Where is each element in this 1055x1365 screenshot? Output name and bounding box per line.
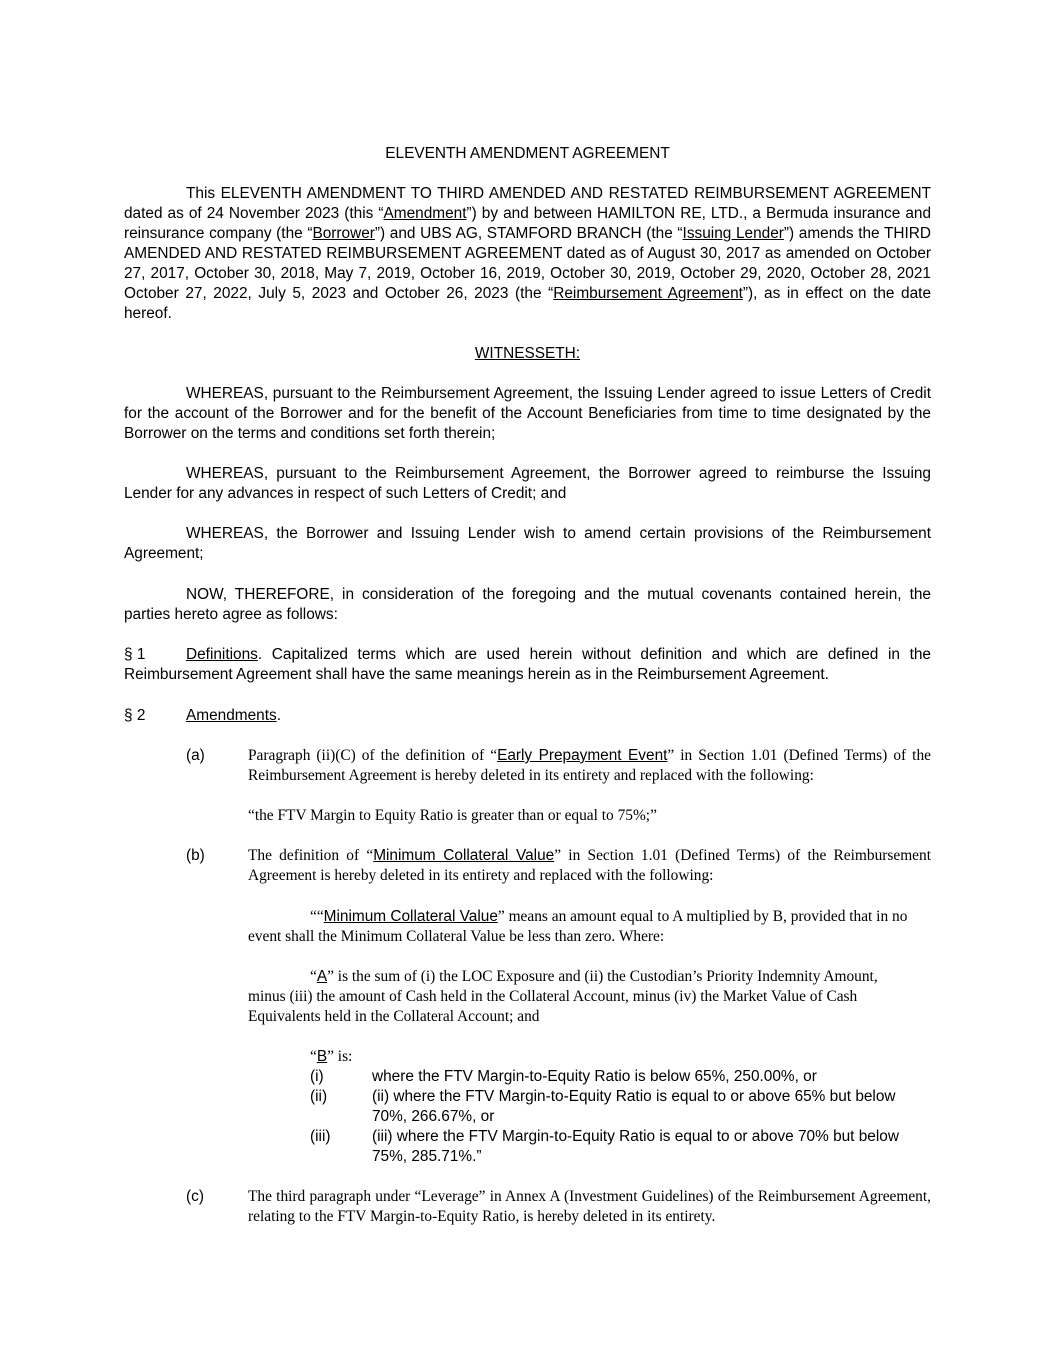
b-item-number: (ii) [310,1088,328,1105]
defined-term-early-prepayment-event: Early Prepayment Event [497,747,668,764]
now-therefore-paragraph: NOW, THEREFORE, in consideration of the foregoing and the mutual covenants contained herein, the parties hereto agree as follows: [124,586,931,623]
defined-term-minimum-collateral-value: Minimum Collateral Value [373,847,555,864]
item-b-label: (b) [186,847,205,864]
section-1-paragraph: Definitions. Capitalized terms which are used herein without definition and which are defined in the Reimbursement Agreement shall have the same meanings herein as in the Reimbursement Agreement. [124,646,931,683]
b-item-text: where the FTV Margin-to-Equity Ratio is below 65%, 250.00%, or [372,1068,817,1085]
section-1-heading: Definitions [186,646,258,663]
minimum-collateral-value-definition: ““Minimum Collateral Value” means an amount equal to A multiplied by B, provided that in no event shall the Minimum Collateral Value be less than zero. Where: [248,908,908,945]
section-2-number: § 2 [124,707,146,724]
defined-term-amendment: Amendment [383,205,467,222]
item-c-label: (c) [186,1188,204,1205]
item-a-text: Paragraph (ii)(C) of the definition of “Early Prepayment Event” in Section 1.01 (Defined Terms) of the Reimbursement Agreement is hereby deleted in its entirety and replaced with the following: [248,747,931,784]
whereas-paragraph: WHEREAS, pursuant to the Reimbursement Agreement, the Borrower agreed to reimburse the Issuing Lender for any advances in respect of such Letters of Credit; and [124,465,931,502]
section-2-heading: Amendments. [186,707,281,724]
whereas-paragraph: WHEREAS, pursuant to the Reimbursement Agreement, the Issuing Lender agreed to issue Letters of Credit for the account of the Borrower and for the benefit of the Account Beneficiaries from time to time designated by the Borrower on the terms and conditions set forth therein; [124,385,931,442]
intro-paragraph: This ELEVENTH AMENDMENT TO THIRD AMENDED AND RESTATED REIMBURSEMENT AGREEMENT dated as of 24 November 2023 (this “Amendment”) by and between HAMILTON RE, LTD., a Bermuda insurance and reinsurance company (the “Borrower”) and UBS AG, STAMFORD BRANCH (the “Issuing Lender”) amends the THIRD AMENDED AND RESTATED REIMBURSEMENT AGREEMENT dated as of August 30, 2017 as amended on October 27, 2017, October 30, 2018, May 7, 2019, October 16, 2019, October 30, 2019, October 29, 2020, October 28, 2021 October 27, 2022, July 5, 2023 and October 26, 2023 (the “Reimbursement Agreement”), as in effect on the date hereof. [124,185,932,322]
b-item-text: (ii) where the FTV Margin-to-Equity Ratio is equal to or above 65% but below 70%, 266.67%, or [372,1088,896,1125]
defined-term-borrower: Borrower [312,225,375,242]
a-definition: “A” is the sum of (i) the LOC Exposure and (ii) the Custodian’s Priority Indemnity Amount, minus (iii) the amount of Cash held in the Collateral Account, minus (iv) the Market Value of Cash Equivalents held in the Collateral Account; and [248,968,878,1025]
item-a-label: (a) [186,747,205,764]
document-title: ELEVENTH AMENDMENT AGREEMENT [385,145,670,162]
item-a-quote: “the FTV Margin to Equity Ratio is greater than or equal to 75%;” [248,807,657,824]
whereas-paragraph: WHEREAS, the Borrower and Issuing Lender wish to amend certain provisions of the Reimbursement Agreement; [124,525,931,562]
section-1-number: § 1 [124,646,146,663]
b-item-number: (i) [310,1068,324,1085]
b-definition-heading: “B” is: [310,1048,353,1065]
b-item-number: (iii) [310,1128,331,1145]
item-c-text: The third paragraph under “Leverage” in Annex A (Investment Guidelines) of the Reimbursement Agreement, relating to the FTV Margin-to-Equity Ratio, is hereby deleted in its entirety. [248,1188,931,1225]
witnesseth-heading: WITNESSETH: [474,345,581,362]
item-b-text: The definition of “Minimum Collateral Value” in Section 1.01 (Defined Terms) of the Reimbursement Agreement is hereby deleted in its entirety and replaced with the following: [248,847,931,884]
defined-term-reimbursement-agreement: Reimbursement Agreement [553,285,743,302]
b-item-text: (iii) where the FTV Margin-to-Equity Ratio is equal to or above 70% but below 75%, 285.71%.” [372,1128,899,1165]
defined-term-issuing-lender: Issuing Lender [682,225,784,242]
